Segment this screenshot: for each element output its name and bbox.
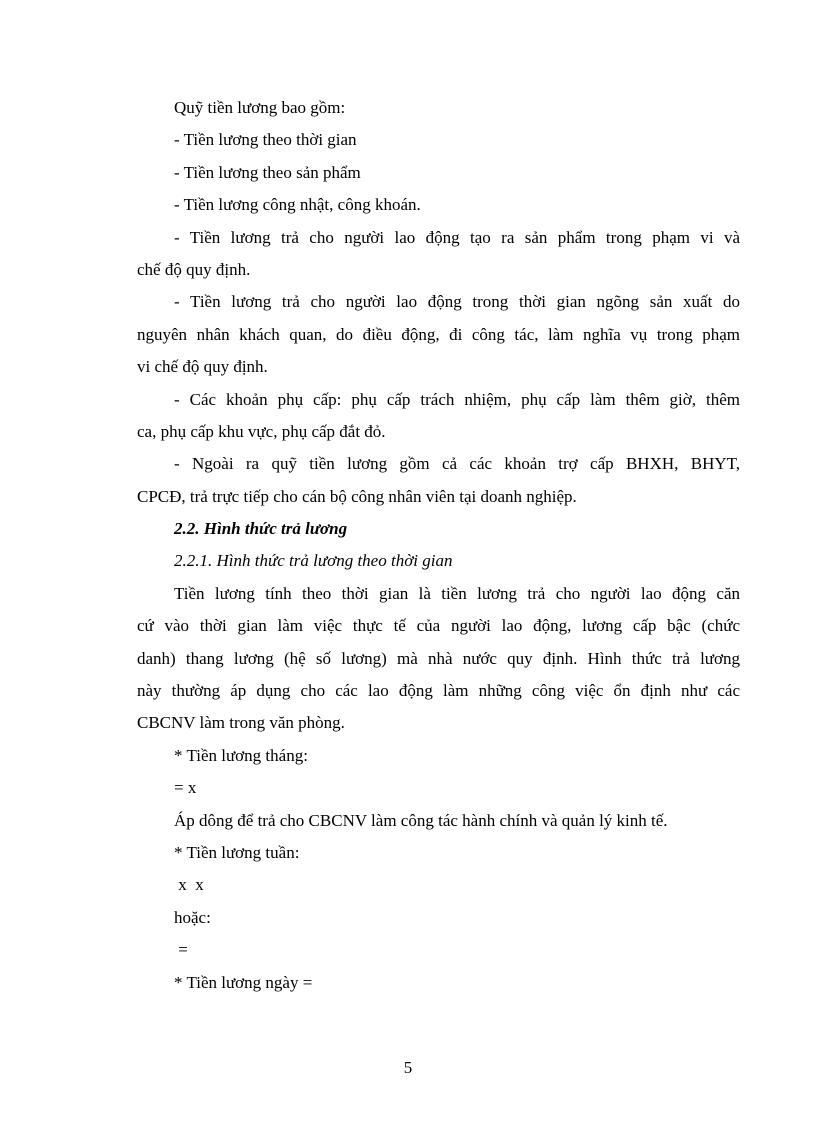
page-body xyxy=(137,92,740,999)
text-line: CBCNV làm trong văn phòng. xyxy=(137,713,345,733)
text-line: vi chế độ quy định. xyxy=(137,357,268,377)
list-item: - Các khoản phụ cấp: phụ cấp trách nhiệm, phụ cấp làm thêm giờ, thêm xyxy=(174,389,740,409)
list-item: - Ngoài ra quỹ tiền lương gồm cả các khoản trợ cấp BHXH, BHYT, xyxy=(174,454,740,474)
text-line: * Tiền lương ngày = xyxy=(174,972,313,992)
formula-line: = x xyxy=(174,778,197,798)
list-item: - Tiền lương trả cho người lao động trong thời gian ngõng sản xuất do xyxy=(174,292,740,312)
text-line: chế độ quy định. xyxy=(137,259,251,279)
text-line: danh) thang lương (hệ số lương) mà nhà nước quy định. Hình thức trả lương xyxy=(137,648,740,668)
text-line: này thường áp dụng cho các lao động làm những công việc ổn định như các xyxy=(137,681,740,701)
text-line: Quỹ tiền lương bao gồm: xyxy=(174,98,346,117)
list-item: - Tiền lương theo sản phẩm xyxy=(174,162,361,182)
text-line: * Tiền lương tuần: xyxy=(174,842,300,862)
text-line: ca, phụ cấp khu vực, phụ cấp đắt đỏ. xyxy=(137,421,386,441)
text-line: Tiền lương tính theo thời gian là tiền lương trả cho người lao động căn xyxy=(174,583,740,603)
text-line: hoặc: xyxy=(174,907,211,927)
page-number: 5 xyxy=(403,1058,413,1077)
text-line: nguyên nhân khách quan, do điều động, đi công tác, làm nghĩa vụ trong phạm xyxy=(137,324,740,344)
list-item: - Tiền lương theo thời gian xyxy=(174,130,357,150)
text-line: cứ vào thời gian làm việc thực tế của người lao động, lương cấp bậc (chức xyxy=(137,616,740,636)
text-line: * Tiền lương tháng: xyxy=(174,745,308,765)
text-line: CPCĐ, trả trực tiếp cho cán bộ công nhân viên tại doanh nghiệp. xyxy=(137,486,577,506)
formula-line: x x xyxy=(174,875,204,895)
list-item: - Tiền lương trả cho người lao động tạo ra sản phẩm trong phạm vi và xyxy=(174,227,740,247)
subsection-heading: 2.2.1. Hình thức trả lương theo thời gian xyxy=(174,551,453,571)
text-line: Áp dông để trả cho CBCNV làm công tác hành chính và quản lý kinh tế. xyxy=(174,810,668,830)
section-heading: 2.2. Hình thức trả lương xyxy=(174,519,348,539)
formula-line: = xyxy=(174,940,188,960)
list-item: - Tiền lương công nhật, công khoán. xyxy=(174,195,421,215)
